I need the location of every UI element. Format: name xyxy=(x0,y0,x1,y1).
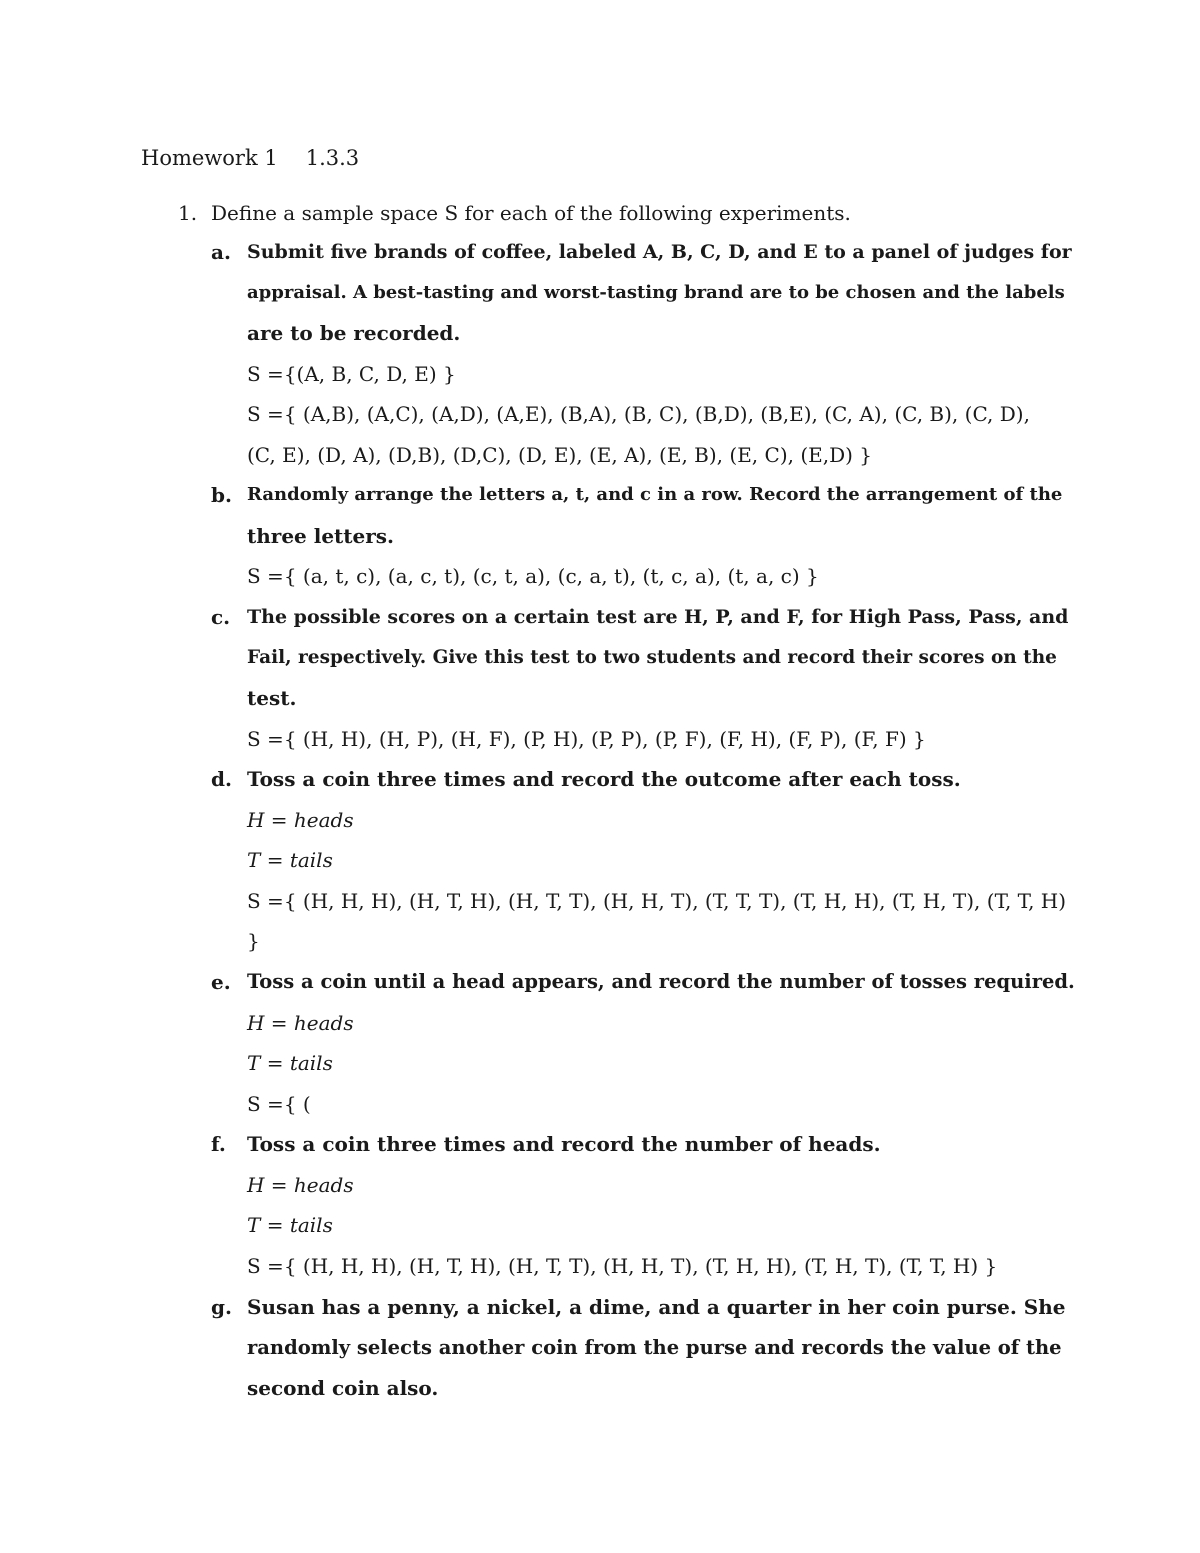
item-letter: a. xyxy=(211,240,231,264)
definition-line: T = tails xyxy=(247,1213,333,1237)
item-letter: c. xyxy=(211,605,231,629)
item-letter: b. xyxy=(211,483,232,507)
prompt-line: are to be recorded. xyxy=(247,321,461,345)
prompt-line: Fail, respectively. Give this test to two students and record their scores on the xyxy=(247,646,1057,668)
definition-line: H = heads xyxy=(247,807,354,832)
prompt-line: The possible scores on a certain test are H, P, and F, for High Pass, Pass, and xyxy=(247,606,1069,628)
answer-line: S ={ (A,B), (A,C), (A,D), (A,E), (B,A), (B, C), (B,D), (B,E), (C, A), (C, B), (C, D), xyxy=(247,402,1030,426)
question-number: 1. xyxy=(178,201,198,225)
prompt-line: Toss a coin three times and record the number of heads. xyxy=(247,1132,881,1156)
definition-line: T = tails xyxy=(247,1051,333,1075)
definition-line: T = tails xyxy=(247,848,333,872)
prompt-line: Susan has a penny, a nickel, a dime, and a quarter in her coin purse. She xyxy=(247,1295,1066,1319)
item-letter: f. xyxy=(211,1132,226,1156)
title-main: Homework 1 xyxy=(141,146,278,170)
prompt-line: Toss a coin three times and record the outcome after each toss. xyxy=(247,767,961,791)
definition-line: H = heads xyxy=(247,1010,354,1035)
prompt-line: test. xyxy=(247,686,297,710)
definition-line: H = heads xyxy=(247,1172,354,1197)
answer-line: S ={ ( xyxy=(247,1091,311,1116)
answer-line: S ={ (H, H), (H, P), (H, F), (P, H), (P, P), (P, F), (F, H), (F, P), (F, F) } xyxy=(247,726,926,751)
answer-line: S ={ (H, H, H), (H, T, H), (H, T, T), (H, H, T), (T, T, T), (T, H, H), (T, H, T), (T, T, H) xyxy=(247,888,1067,913)
prompt-line: Submit five brands of coffee, labeled A, B, C, D, and E to a panel of judges for xyxy=(247,241,1072,263)
item-letter: g. xyxy=(211,1295,232,1319)
answer-line: S ={ (a, t, c), (a, c, t), (c, t, a), (c, a, t), (t, c, a), (t, a, c) } xyxy=(247,564,819,588)
question-text: Define a sample space S for each of the following experiments. xyxy=(211,201,851,225)
prompt-line: three letters. xyxy=(247,523,395,548)
answer-line: } xyxy=(247,929,260,953)
prompt-line: Randomly arrange the letters a, t, and c in a row. Record the arrangement of the xyxy=(247,484,1063,505)
homework-title xyxy=(141,144,359,172)
answer-line: (C, E), (D, A), (D,B), (D,C), (D, E), (E, A), (E, B), (E, C), (E,D) } xyxy=(247,442,873,467)
prompt-line: appraisal. A best-tasting and worst-tasting brand are to be chosen and the labels xyxy=(247,281,1065,303)
title-section: 1.3.3 xyxy=(305,146,360,170)
item-letter: d. xyxy=(211,767,232,791)
prompt-line: randomly selects another coin from the purse and records the value of the xyxy=(247,1335,1062,1359)
item-letter: e. xyxy=(211,970,231,994)
answer-line: S ={(A, B, C, D, E) } xyxy=(247,361,456,386)
answer-line: S ={ (H, H, H), (H, T, H), (H, T, T), (H, H, T), (T, H, H), (T, H, T), (T, T, H) } xyxy=(247,1253,998,1278)
prompt-line: second coin also. xyxy=(247,1376,439,1400)
prompt-line: Toss a coin until a head appears, and record the number of tosses required. xyxy=(247,970,1075,993)
